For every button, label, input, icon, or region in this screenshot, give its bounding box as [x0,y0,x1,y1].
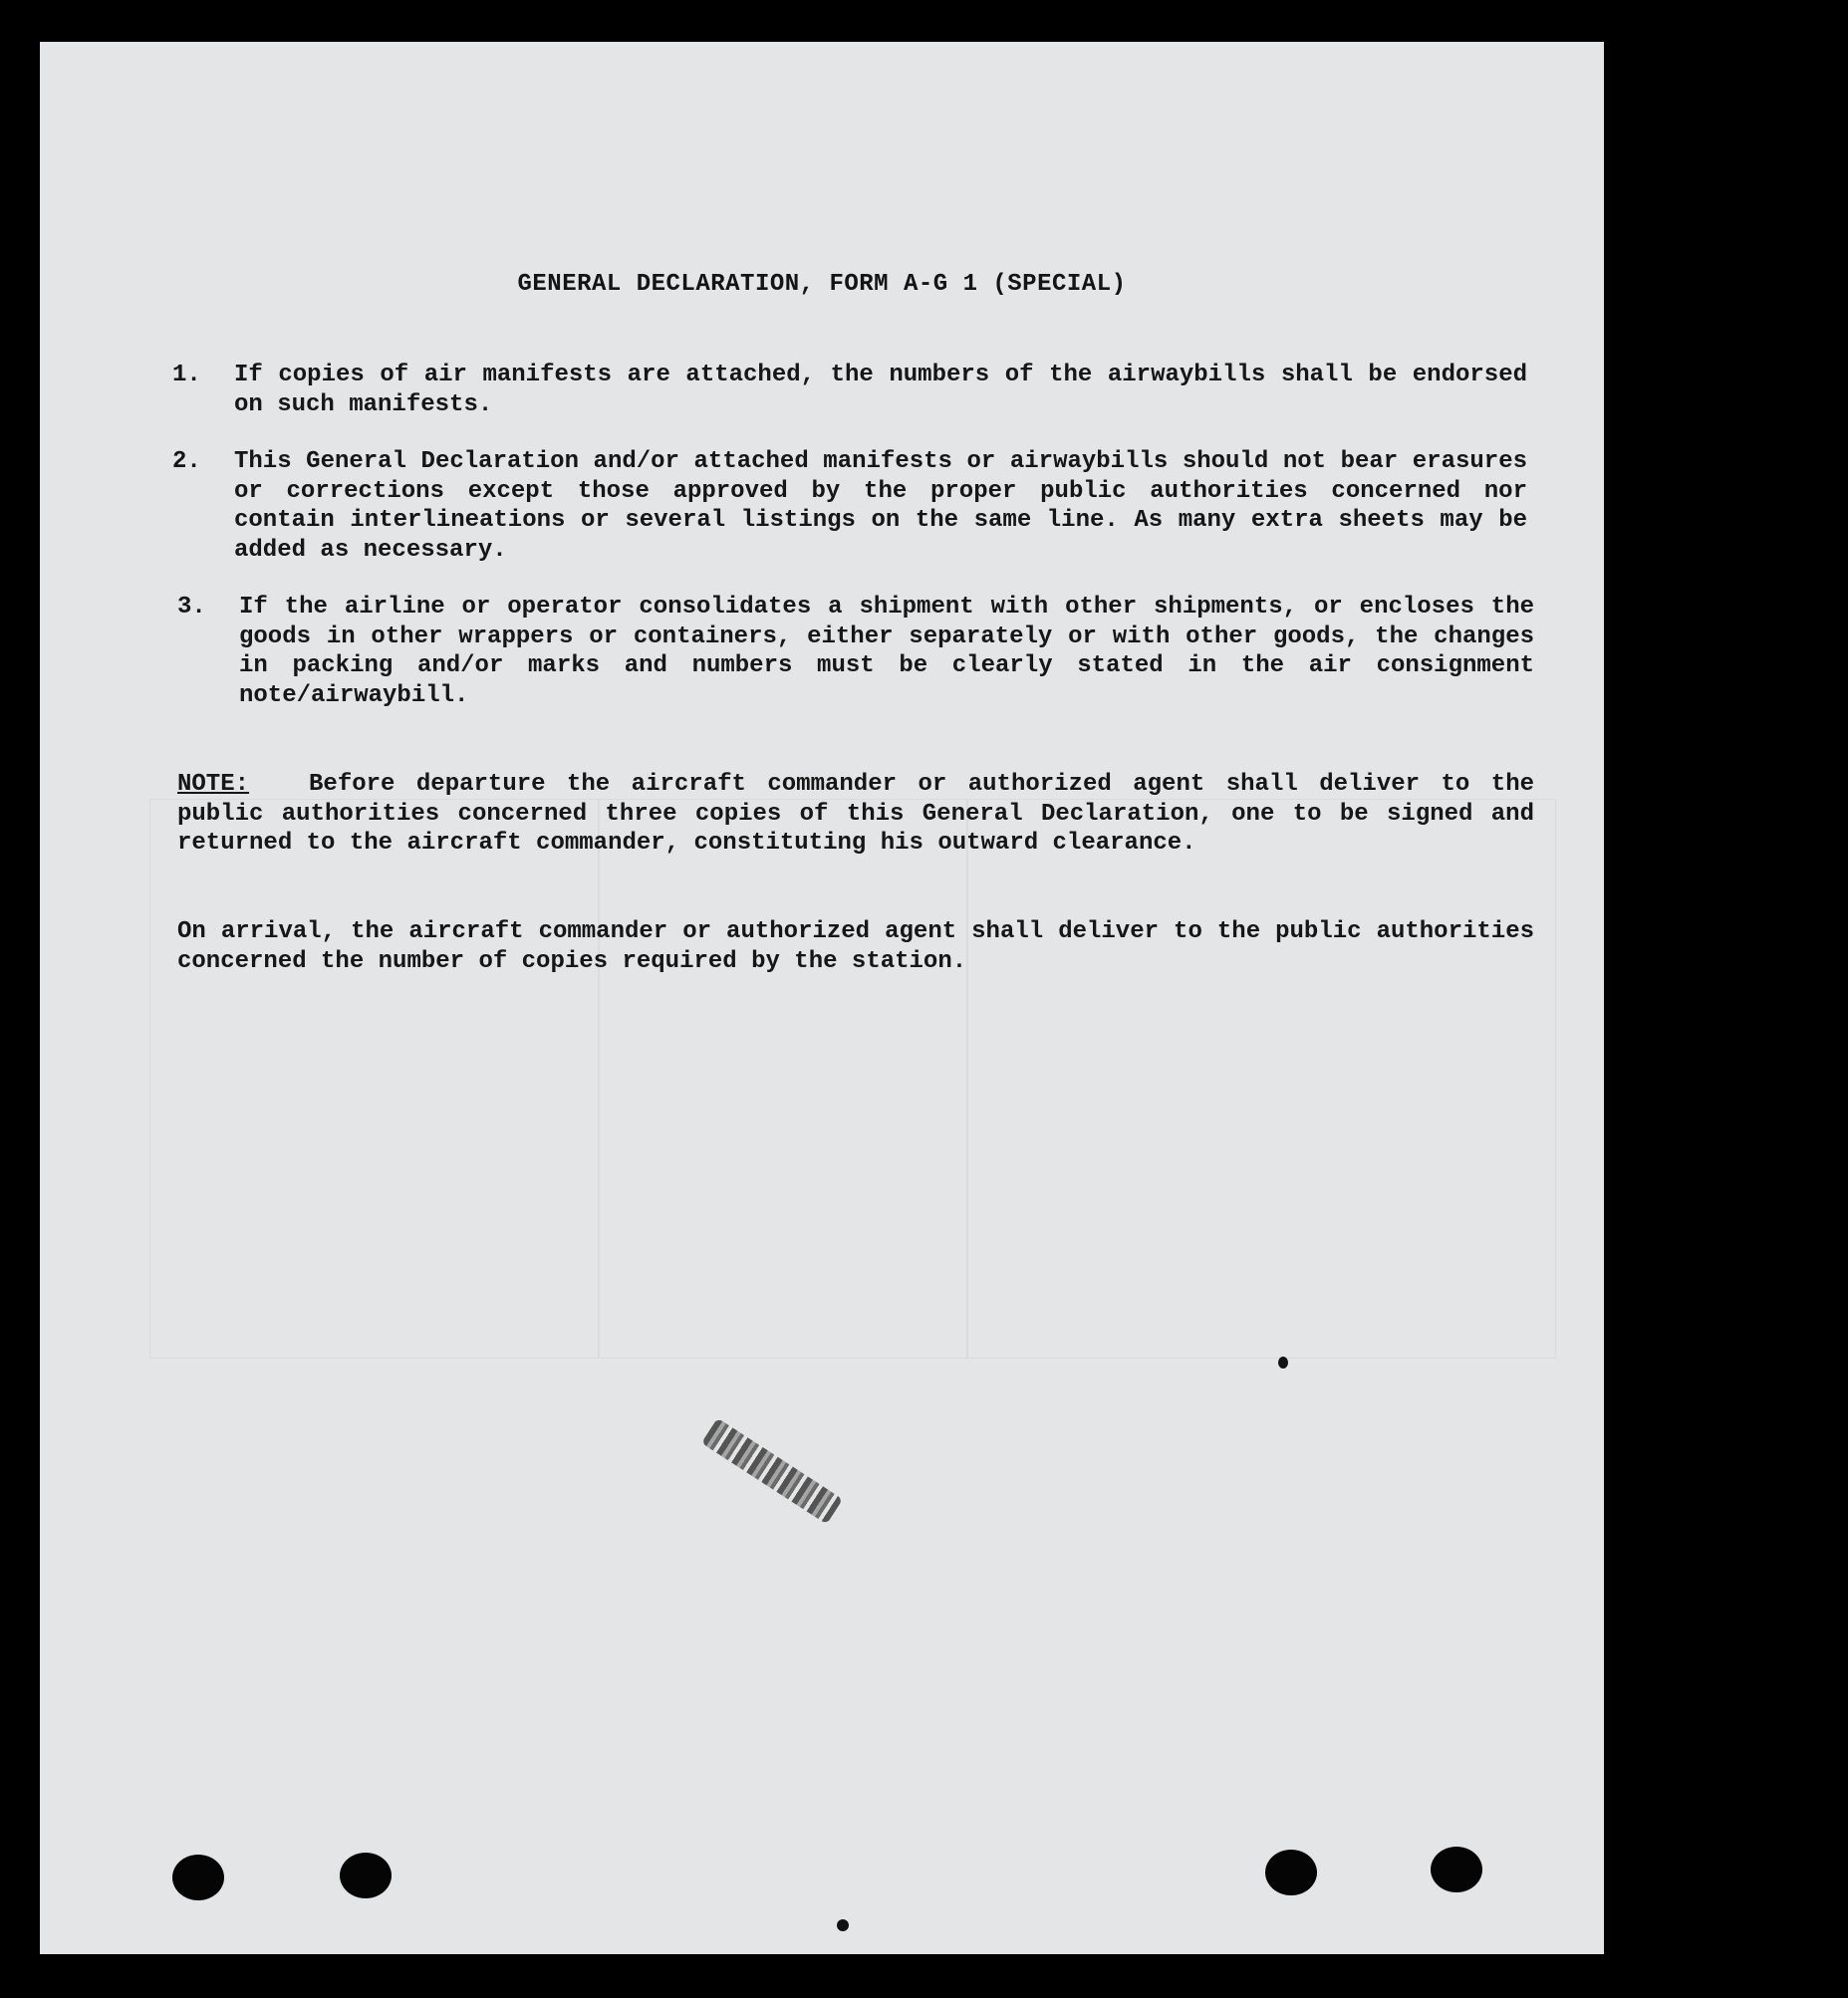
ink-speck [837,1919,849,1931]
arrival-paragraph: On arrival, the aircraft commander or authorized agent shall deliver to the public authorities concerned the number of copies required by the station. [177,918,1534,975]
punch-hole [172,1855,224,1900]
ink-speck [1278,1357,1288,1369]
item-text: This General Declaration and/or attached manifests or airwaybills should not bear erasures or corrections except those approved by the proper public authorities concerned nor contain interlineations or several listings on the same line. As many extra sheets may be added as necessary. [234,448,1527,564]
document-title: GENERAL DECLARATION, FORM A-G 1 (SPECIAL) [517,271,1127,298]
item-number: 3. [177,594,206,621]
note-text: Before departure the aircraft commander or authorized agent shall deliver to the public authorities concerned three copies of this General Declaration, one to be signed and returned to the aircraft commander, constituting his outward clearance. [177,771,1534,857]
note-paragraph [177,770,1534,859]
bleed-through-divider [598,799,600,1359]
punch-hole [1265,1850,1317,1895]
item-text: If copies of air manifests are attached, the numbers of the airwaybills shall be endorsed on such manifests. [234,362,1527,418]
punch-hole [340,1853,392,1898]
note-label: NOTE: [177,771,250,798]
item-number: 2. [172,448,201,475]
punch-hole [1431,1847,1482,1892]
item-text: If the airline or operator consolidates a shipment with other shipments, or encloses the goods in other wrappers or containers, either separately or with other goods, the changes in packing and/or marks and numbers must be clearly stated in the air consignment note/airwaybill. [239,594,1534,709]
document-page [40,42,1604,1954]
bleed-through-box [149,799,1556,1359]
stamp-mark [701,1418,843,1525]
item-number: 1. [172,362,201,388]
bleed-through-divider [966,799,968,1359]
